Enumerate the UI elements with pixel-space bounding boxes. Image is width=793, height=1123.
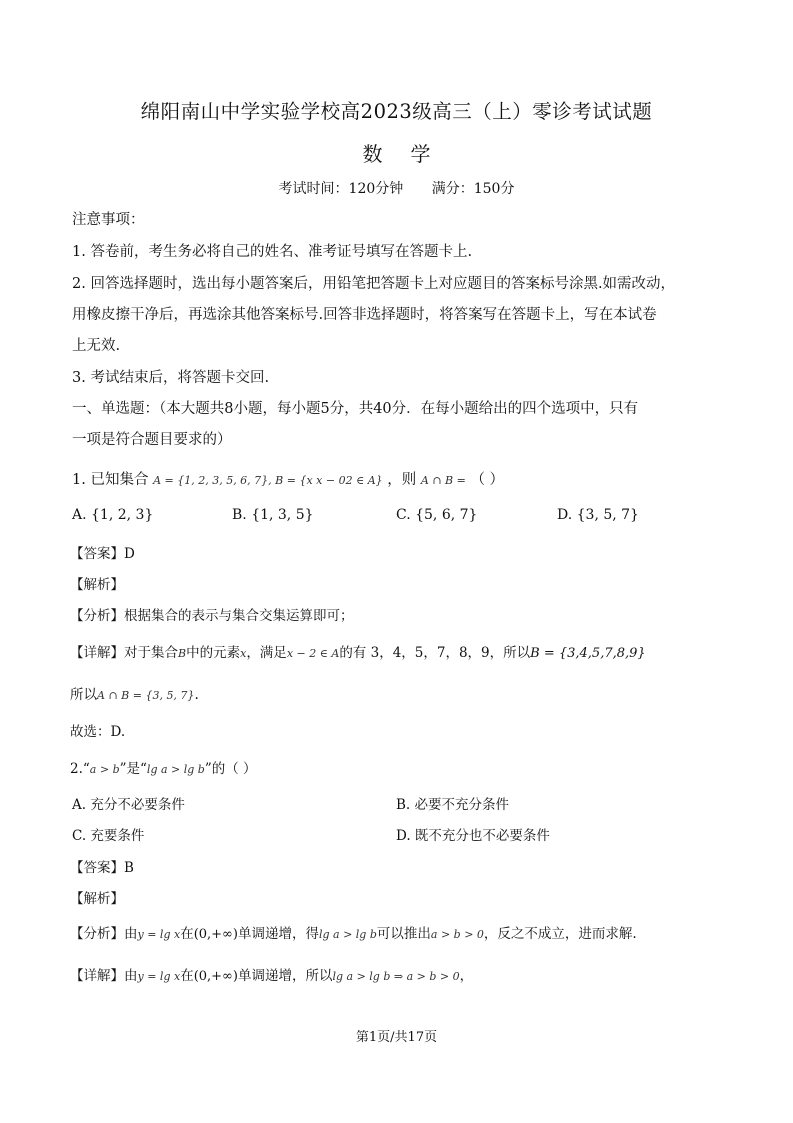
question-2-answer: 【答案】B (70, 860, 134, 876)
q2-fenxi-f: lg a > lg b (318, 928, 377, 941)
q2-xj-c: 在 (180, 968, 194, 984)
question-2-option-a: A. 充分不必要条件 (72, 797, 185, 813)
question-1-analysis-label: 【解析】 (70, 577, 124, 593)
conclusion-text: 所以 (70, 687, 97, 703)
q2-fenxi-c: 在 (180, 926, 194, 942)
question-1-option-b: B. {1, 3, 5} (232, 507, 314, 523)
exam-time: 考试时间：120分钟 (278, 181, 404, 197)
xiangjie-text-a: 【详解】对于集合 (70, 645, 178, 661)
q2-xj-e: 单调递增，所以 (237, 968, 333, 984)
question-2-option-c: C. 充要条件 (72, 828, 145, 844)
q2-fenxi-i: ，反之不成立，进而求解. (483, 926, 637, 942)
note-2-line-1: 2. 回答选择题时，选出每小题答案后，用铅笔把答题卡上对应题目的答案标号涂黑.如需改动， (72, 276, 676, 292)
q2-fenxi-d: (0,+∞) (193, 927, 238, 942)
xiangjie-text-c: 中的元素 (186, 645, 241, 661)
q2-fenxi-g: 可以推出 (376, 926, 431, 942)
question-2-analysis-label: 【解析】 (70, 891, 124, 907)
page-footer: 第1页/共17页 (355, 1030, 438, 1045)
question-1-sets: A = {1, 2, 3, 5, 6, 7}, B = {x x − 02 ∈ A} (153, 474, 383, 487)
question-1-option-d: D. {3, 5, 7} (557, 507, 639, 523)
question-1 (72, 468, 504, 489)
question-1-expr: A ∩ B = (420, 474, 466, 487)
q2-xj-b: y = lg x (137, 970, 181, 983)
question-2-xiangjie (70, 964, 473, 984)
subject-title: 数学 (362, 142, 459, 166)
question-1-xiangjie (70, 641, 646, 661)
xiangjie-math-h: B = {3,4,5,7,8,9} (530, 646, 646, 661)
q2-xj-g: ， (459, 968, 474, 984)
q2-xj-f: lg a > lg b ⇒ a > b > 0 (332, 970, 460, 983)
question-1-answer: 【答案】D (70, 546, 135, 562)
note-2-line-3: 上无效. (72, 338, 121, 354)
question-2-p: a > b (89, 763, 120, 776)
question-1-option-c: C. {5, 6, 7} (396, 507, 478, 523)
q2-xj-d: (0,+∞) (193, 969, 238, 984)
xiangjie-text-g: 的有 3，4，5，7，8，9，所以 (339, 645, 531, 661)
question-2-option-d: D. 既不充分也不必要条件 (396, 828, 550, 844)
q2-fenxi-a: 【分析】由 (70, 926, 138, 942)
question-1-fenxi: 【分析】根据集合的表示与集合交集运算即可； (70, 608, 354, 624)
q2-fenxi-b: y = lg x (137, 928, 181, 941)
question-2-q: lg a > lg b (146, 763, 205, 776)
xiangjie-text-e: ，满足 (246, 645, 287, 661)
section-1-heading-line-2: 一项是符合题目要求的） (72, 432, 232, 448)
question-1-conclusion (70, 683, 199, 703)
question-1-blank: （ ） (470, 472, 505, 488)
exam-score: 满分：150分 (431, 181, 515, 197)
question-2-prefix: 2.“ (70, 761, 90, 777)
xiangjie-math-b: B (178, 647, 187, 660)
note-3: 3. 考试结束后，将答题卡交回. (72, 370, 270, 386)
q2-fenxi-e: 单调递增，得 (237, 926, 319, 942)
page-title: 绵阳南山中学实验学校高2023级高三（上）零诊考试试题 (140, 100, 653, 123)
notes-heading: 注意事项： (72, 212, 145, 228)
question-1-choose: 故选：D. (70, 724, 126, 740)
question-2-fenxi (70, 922, 637, 942)
question-2 (70, 757, 257, 777)
question-2-option-b: B. 必要不充分条件 (396, 797, 510, 813)
exam-info (0, 178, 793, 198)
xiangjie-math-x: x (240, 647, 247, 660)
question-1-prefix: 1. 已知集合 (72, 472, 149, 488)
question-1-option-a: A. {1, 2, 3} (72, 507, 154, 523)
q2-fenxi-h: a > b > 0 (430, 928, 484, 941)
q2-xj-a: 【详解】由 (70, 968, 138, 984)
question-2-mid: ”是“ (119, 761, 147, 777)
question-1-suffix-pre: ，则 (387, 472, 417, 488)
note-2-line-2: 用橡皮擦干净后，再选涂其他答案标号.回答非选择题时，将答案写在答题卡上，写在本试卷 (72, 307, 657, 323)
conclusion-period: . (194, 687, 199, 703)
conclusion-math: A ∩ B = {3, 5, 7} (97, 689, 195, 702)
xiangjie-math-f: x − 2 ∈ A (286, 647, 340, 660)
section-1-heading-line-1: 一、单选题：（本大题共8小题，每小题5分，共40分．在每小题给出的四个选项中，只有 (72, 401, 639, 417)
note-1: 1. 答卷前，考生务必将自己的姓名、准考证号填写在答题卡上. (72, 244, 473, 260)
question-2-suffix: ”的（ ） (204, 761, 257, 777)
